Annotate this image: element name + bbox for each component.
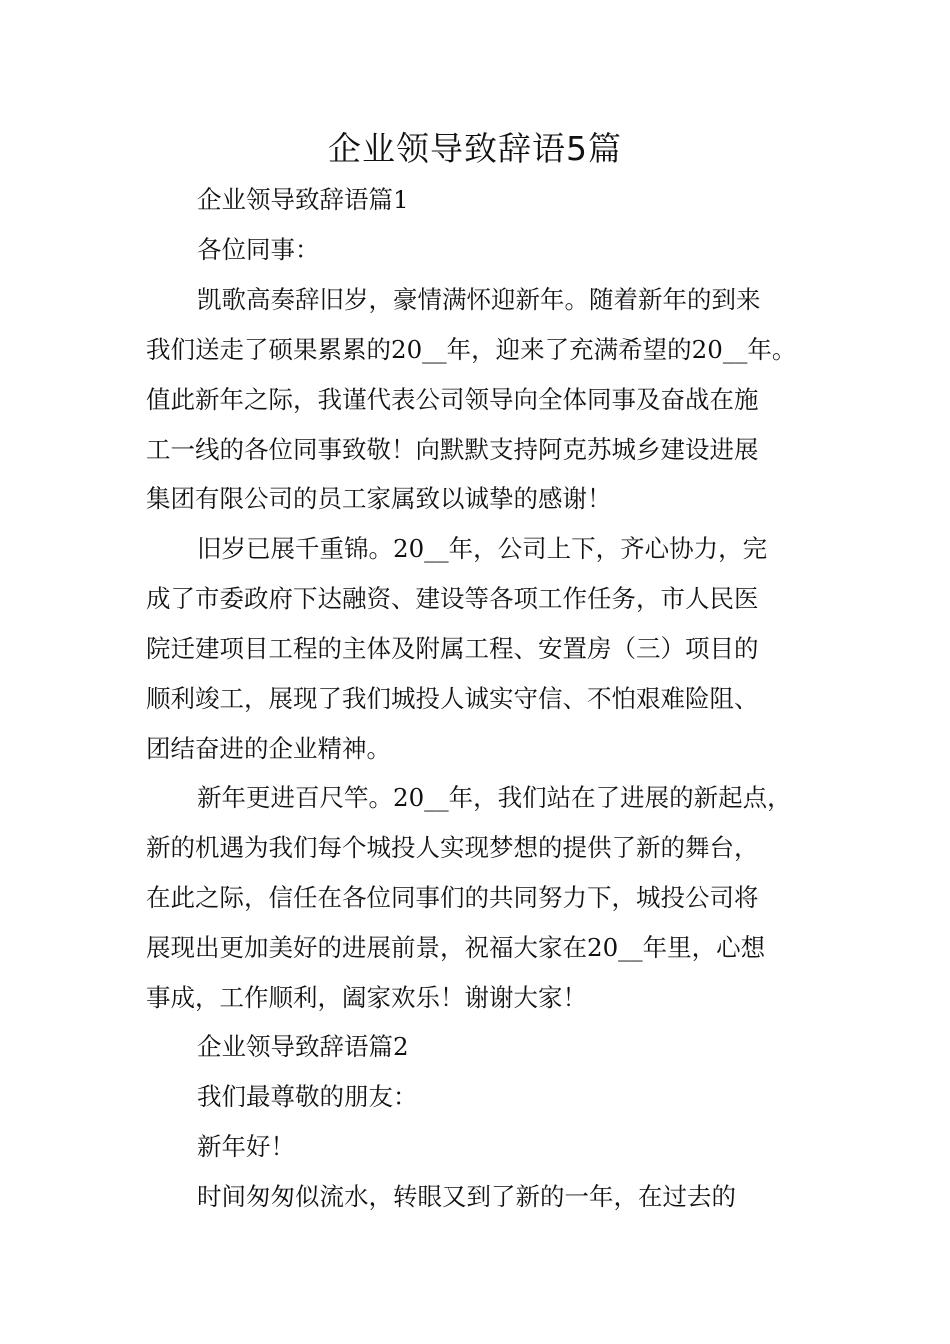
paragraph-line: 值此新年之际，我谨代表公司领导向全体同事及奋战在施 bbox=[146, 385, 759, 414]
paragraph-line: 旧岁已展千重锦。20__年，公司上下，齐心协力，完 bbox=[197, 534, 768, 563]
greeting: 新年好！ bbox=[197, 1132, 295, 1161]
paragraph-line: 集团有限公司的员工家属致以诚挚的感谢！ bbox=[146, 484, 612, 513]
paragraph-line: 在此之际，信任在各位同事们的共同努力下，城投公司将 bbox=[146, 883, 759, 912]
paragraph-line: 凯歌高奏辞旧岁，豪情满怀迎新年。随着新年的到来 bbox=[197, 285, 761, 314]
paragraph-line: 工一线的各位同事致敬！向默默支持阿克苏城乡建设进展 bbox=[146, 435, 759, 464]
document-title: 企业领导致辞语5篇 bbox=[328, 129, 622, 168]
paragraph-line: 新年更进百尺竿。20__年，我们站在了进展的新起点， bbox=[197, 783, 792, 812]
paragraph-line: 展现出更加美好的进展前景，祝福大家在20__年里，心想 bbox=[146, 933, 766, 962]
salutation-2: 我们最尊敬的朋友： bbox=[197, 1082, 418, 1111]
section-heading-2: 企业领导致辞语篇2 bbox=[197, 1032, 409, 1061]
paragraph-line: 顺利竣工，展现了我们城投人诚实守信、不怕艰难险阻、 bbox=[146, 684, 759, 713]
paragraph-line: 时间匆匆似流水，转眼又到了新的一年，在过去的 bbox=[197, 1182, 736, 1211]
section-heading-1: 企业领导致辞语篇1 bbox=[197, 185, 409, 214]
salutation-1: 各位同事： bbox=[197, 235, 320, 264]
paragraph-line: 院迁建项目工程的主体及附属工程、安置房（三）项目的 bbox=[146, 634, 759, 663]
paragraph-line: 团结奋进的企业精神。 bbox=[146, 734, 391, 763]
paragraph-line: 我们送走了硕果累累的20__年，迎来了充满希望的20__年。 bbox=[146, 335, 797, 364]
paragraph-line: 事成，工作顺利，阖家欢乐！谢谢大家！ bbox=[146, 983, 587, 1012]
paragraph-line: 成了市委政府下达融资、建设等各项工作任务，市人民医 bbox=[146, 584, 759, 613]
paragraph-line: 新的机遇为我们每个城投人实现梦想的提供了新的舞台， bbox=[146, 833, 759, 862]
